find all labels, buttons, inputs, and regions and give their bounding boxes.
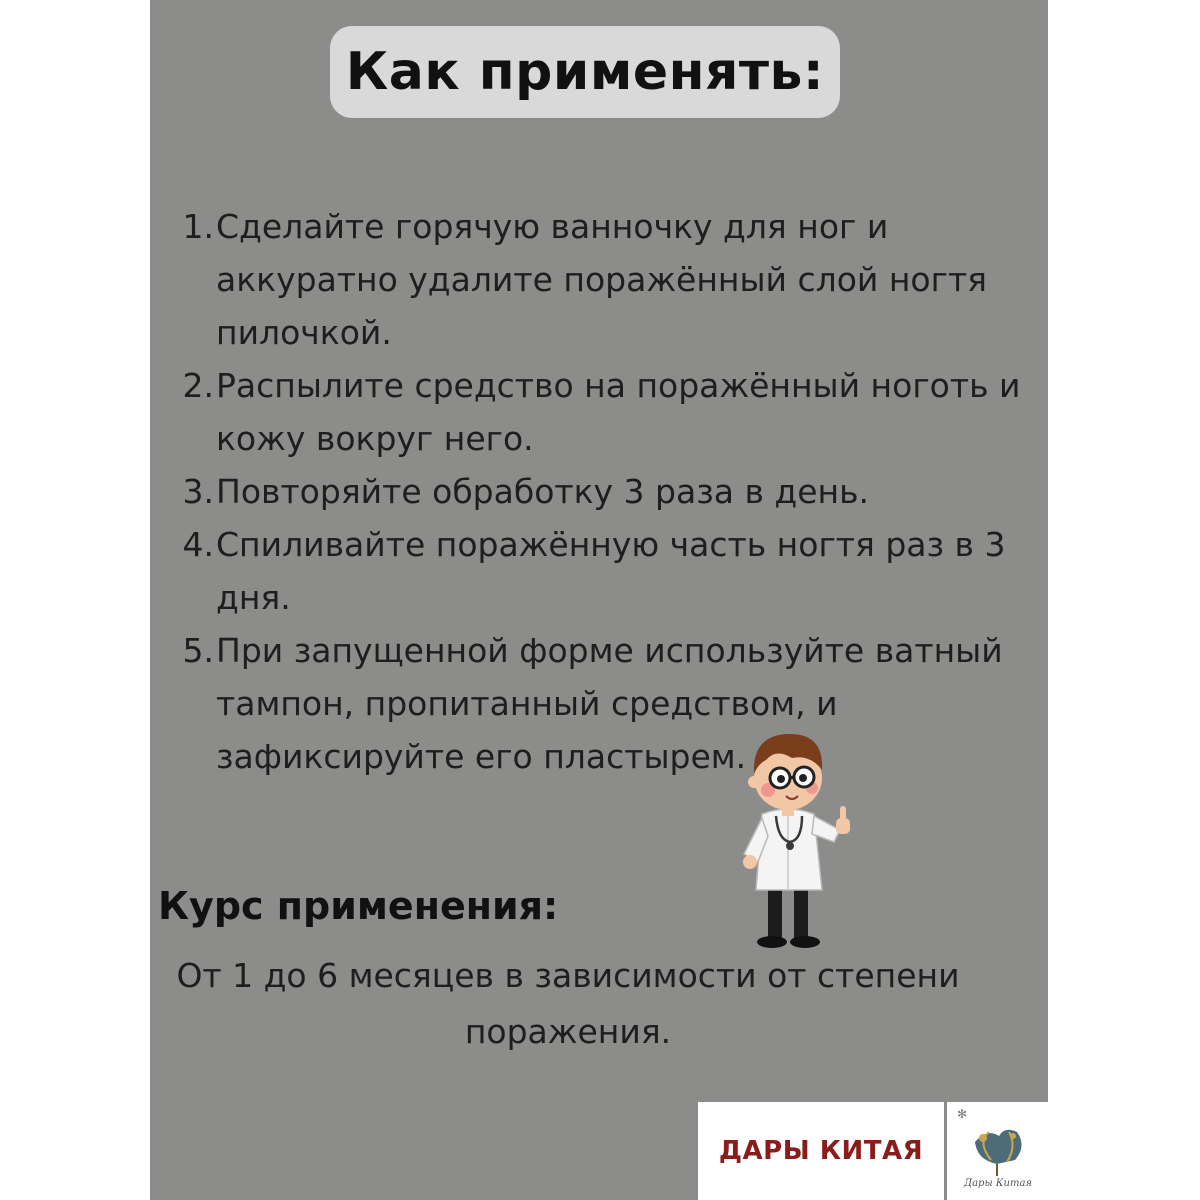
step-number: 5.: [182, 631, 214, 670]
step-number: 4.: [182, 525, 214, 564]
instruction-step: [178, 518, 1048, 624]
step-number: 3.: [182, 472, 214, 511]
info-panel: [150, 0, 1048, 1200]
instruction-step: [178, 200, 1048, 359]
instructions-list: [178, 200, 1048, 783]
step-text: Спиливайте поражённую часть ногтя раз в 3 дня.: [216, 525, 1006, 617]
step-text: Сделайте горячую ванночку для ног и аккуратно удалите поражённый слой ногтя пилочкой.: [216, 207, 988, 352]
instruction-step: [178, 465, 1048, 518]
brand-banner: [698, 1102, 944, 1200]
doctor-illustration: [706, 712, 856, 962]
brand-name: ДАРЫ КИТАЯ: [718, 1136, 924, 1166]
course-heading: Курс применения:: [158, 884, 559, 928]
course-description: От 1 до 6 месяцев в зависимости от степени поражения.: [176, 956, 960, 1051]
step-number: 1.: [182, 207, 214, 246]
title-badge: [330, 26, 840, 118]
step-text: Распылите средство на поражённый ноготь и кожу вокруг него.: [216, 366, 1021, 458]
step-text: При запущенной форме используйте ватный тампон, пропитанный средством, и зафиксируйте его пластырем.: [216, 631, 1003, 776]
svg-text:✻: ✻: [957, 1107, 968, 1121]
instruction-step: [178, 359, 1048, 465]
step-text: Повторяйте обработку 3 раза в день.: [216, 472, 870, 511]
instruction-step: [178, 624, 1048, 783]
logo-caption: Дары Китая: [963, 1178, 1033, 1189]
brand-logo: [947, 1102, 1048, 1200]
step-number: 2.: [182, 366, 214, 405]
page-title: Как применять:: [345, 42, 825, 102]
ginkgo-leaf-logo-icon: [947, 1102, 1048, 1182]
